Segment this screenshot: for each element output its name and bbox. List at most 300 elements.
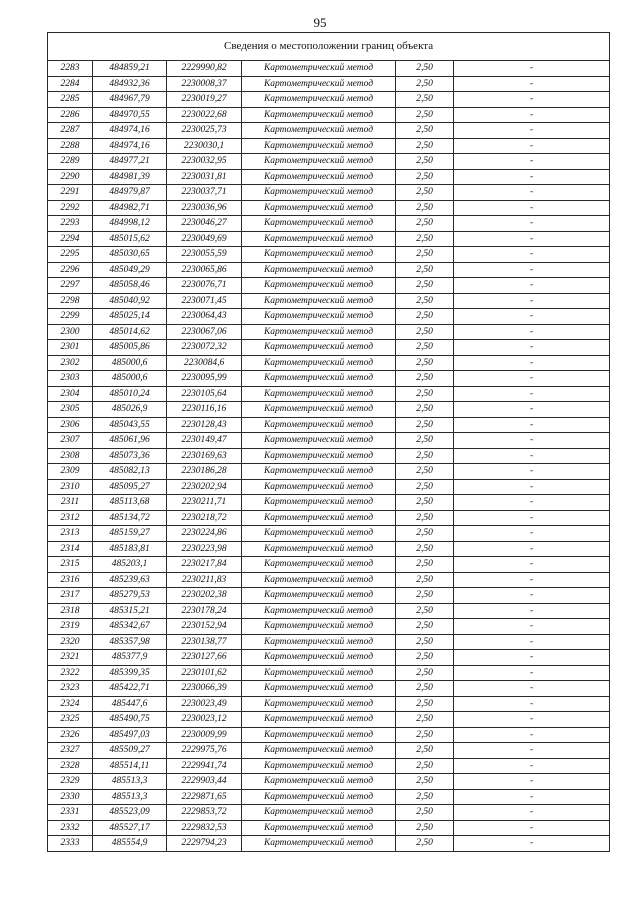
- point-number-cell: 2333: [48, 836, 93, 852]
- precision-cell: 2,50: [396, 479, 454, 495]
- point-number-cell: 2324: [48, 696, 93, 712]
- point-number-cell: 2293: [48, 216, 93, 232]
- x-coordinate-cell: 485049,29: [93, 262, 167, 278]
- method-cell: Картометрический метод: [242, 324, 396, 340]
- table-row: [48, 371, 610, 387]
- precision-cell: 2,50: [396, 572, 454, 588]
- table-row: [48, 293, 610, 309]
- y-coordinate-cell: 2230218,72: [167, 510, 242, 526]
- description-cell: -: [454, 138, 610, 154]
- x-coordinate-cell: 485357,98: [93, 634, 167, 650]
- point-number-cell: 2292: [48, 200, 93, 216]
- y-coordinate-cell: 2230223,98: [167, 541, 242, 557]
- point-number-cell: 2312: [48, 510, 93, 526]
- y-coordinate-cell: 2230149,47: [167, 433, 242, 449]
- point-number-cell: 2294: [48, 231, 93, 247]
- table-row: [48, 836, 610, 852]
- description-cell: -: [454, 526, 610, 542]
- point-number-cell: 2326: [48, 727, 93, 743]
- description-cell: -: [454, 247, 610, 263]
- table-row: [48, 402, 610, 418]
- table-row: [48, 479, 610, 495]
- table-row: [48, 526, 610, 542]
- x-coordinate-cell: 484974,16: [93, 123, 167, 139]
- point-number-cell: 2306: [48, 417, 93, 433]
- method-cell: Картометрический метод: [242, 262, 396, 278]
- precision-cell: 2,50: [396, 758, 454, 774]
- point-number-cell: 2296: [48, 262, 93, 278]
- y-coordinate-cell: 2230202,38: [167, 588, 242, 604]
- y-coordinate-cell: 2230046,27: [167, 216, 242, 232]
- table-row: [48, 464, 610, 480]
- precision-cell: 2,50: [396, 712, 454, 728]
- description-cell: -: [454, 634, 610, 650]
- table-row: [48, 154, 610, 170]
- method-cell: Картометрический метод: [242, 557, 396, 573]
- y-coordinate-cell: 2230202,94: [167, 479, 242, 495]
- table-row: [48, 712, 610, 728]
- description-cell: -: [454, 510, 610, 526]
- description-cell: -: [454, 650, 610, 666]
- y-coordinate-cell: 2230008,37: [167, 76, 242, 92]
- point-number-cell: 2291: [48, 185, 93, 201]
- precision-cell: 2,50: [396, 92, 454, 108]
- x-coordinate-cell: 485113,68: [93, 495, 167, 511]
- table-row: [48, 805, 610, 821]
- precision-cell: 2,50: [396, 278, 454, 294]
- point-number-cell: 2304: [48, 386, 93, 402]
- description-cell: -: [454, 665, 610, 681]
- precision-cell: 2,50: [396, 696, 454, 712]
- table-row: [48, 340, 610, 356]
- method-cell: Картометрический метод: [242, 340, 396, 356]
- y-coordinate-cell: 2230105,64: [167, 386, 242, 402]
- table-row: [48, 696, 610, 712]
- table-row: [48, 634, 610, 650]
- y-coordinate-cell: 2230019,27: [167, 92, 242, 108]
- method-cell: Картометрический метод: [242, 293, 396, 309]
- point-number-cell: 2300: [48, 324, 93, 340]
- description-cell: -: [454, 278, 610, 294]
- table-row: [48, 758, 610, 774]
- point-number-cell: 2299: [48, 309, 93, 325]
- point-number-cell: 2310: [48, 479, 93, 495]
- y-coordinate-cell: 2230067,06: [167, 324, 242, 340]
- precision-cell: 2,50: [396, 324, 454, 340]
- point-number-cell: 2318: [48, 603, 93, 619]
- x-coordinate-cell: 485005,86: [93, 340, 167, 356]
- x-coordinate-cell: 485010,24: [93, 386, 167, 402]
- point-number-cell: 2315: [48, 557, 93, 573]
- page-number: 95: [313, 15, 327, 30]
- description-cell: -: [454, 123, 610, 139]
- precision-cell: 2,50: [396, 820, 454, 836]
- point-number-cell: 2330: [48, 789, 93, 805]
- precision-cell: 2,50: [396, 371, 454, 387]
- description-cell: -: [454, 371, 610, 387]
- table-row: [48, 789, 610, 805]
- point-number-cell: 2323: [48, 681, 93, 697]
- description-cell: -: [454, 386, 610, 402]
- y-coordinate-cell: 2230127,66: [167, 650, 242, 666]
- point-number-cell: 2308: [48, 448, 93, 464]
- description-cell: -: [454, 402, 610, 418]
- method-cell: Картометрический метод: [242, 169, 396, 185]
- point-number-cell: 2322: [48, 665, 93, 681]
- table-row: [48, 727, 610, 743]
- table-row: [48, 665, 610, 681]
- method-cell: Картометрический метод: [242, 712, 396, 728]
- x-coordinate-cell: 485315,21: [93, 603, 167, 619]
- description-cell: -: [454, 340, 610, 356]
- point-number-cell: 2301: [48, 340, 93, 356]
- point-number-cell: 2284: [48, 76, 93, 92]
- x-coordinate-cell: 484981,39: [93, 169, 167, 185]
- method-cell: Картометрический метод: [242, 386, 396, 402]
- y-coordinate-cell: 2230072,32: [167, 340, 242, 356]
- table-body: [48, 61, 610, 852]
- point-number-cell: 2320: [48, 634, 93, 650]
- precision-cell: 2,50: [396, 402, 454, 418]
- method-cell: Картометрический метод: [242, 479, 396, 495]
- point-number-cell: 2328: [48, 758, 93, 774]
- y-coordinate-cell: 2230030,1: [167, 138, 242, 154]
- y-coordinate-cell: 2229903,44: [167, 774, 242, 790]
- precision-cell: 2,50: [396, 76, 454, 92]
- description-cell: -: [454, 588, 610, 604]
- table-row: [48, 92, 610, 108]
- table-row: [48, 572, 610, 588]
- x-coordinate-cell: 485058,46: [93, 278, 167, 294]
- precision-cell: 2,50: [396, 216, 454, 232]
- description-cell: -: [454, 836, 610, 852]
- precision-cell: 2,50: [396, 541, 454, 557]
- method-cell: Картометрический метод: [242, 231, 396, 247]
- precision-cell: 2,50: [396, 743, 454, 759]
- precision-cell: 2,50: [396, 774, 454, 790]
- description-cell: -: [454, 557, 610, 573]
- precision-cell: 2,50: [396, 510, 454, 526]
- method-cell: Картометрический метод: [242, 402, 396, 418]
- description-cell: -: [454, 231, 610, 247]
- x-coordinate-cell: 484982,71: [93, 200, 167, 216]
- method-cell: Картометрический метод: [242, 464, 396, 480]
- y-coordinate-cell: 2230095,99: [167, 371, 242, 387]
- precision-cell: 2,50: [396, 619, 454, 635]
- precision-cell: 2,50: [396, 448, 454, 464]
- method-cell: Картометрический метод: [242, 805, 396, 821]
- method-cell: Картометрический метод: [242, 820, 396, 836]
- description-cell: -: [454, 262, 610, 278]
- description-cell: -: [454, 696, 610, 712]
- method-cell: Картометрический метод: [242, 789, 396, 805]
- y-coordinate-cell: 2230036,96: [167, 200, 242, 216]
- description-cell: -: [454, 727, 610, 743]
- table-row: [48, 107, 610, 123]
- point-number-cell: 2332: [48, 820, 93, 836]
- description-cell: -: [454, 603, 610, 619]
- table-row: [48, 510, 610, 526]
- y-coordinate-cell: 2230022,68: [167, 107, 242, 123]
- description-cell: -: [454, 789, 610, 805]
- description-cell: -: [454, 433, 610, 449]
- x-coordinate-cell: 485203,1: [93, 557, 167, 573]
- x-coordinate-cell: 485513,3: [93, 774, 167, 790]
- x-coordinate-cell: 485043,55: [93, 417, 167, 433]
- point-number-cell: 2313: [48, 526, 93, 542]
- x-coordinate-cell: 485000,6: [93, 355, 167, 371]
- description-cell: -: [454, 309, 610, 325]
- method-cell: Картометрический метод: [242, 278, 396, 294]
- method-cell: Картометрический метод: [242, 417, 396, 433]
- description-cell: -: [454, 464, 610, 480]
- table-row: [48, 820, 610, 836]
- boundary-coordinates-table: [47, 32, 610, 852]
- point-number-cell: 2297: [48, 278, 93, 294]
- description-cell: -: [454, 324, 610, 340]
- x-coordinate-cell: 485447,6: [93, 696, 167, 712]
- y-coordinate-cell: 2229794,23: [167, 836, 242, 852]
- point-number-cell: 2316: [48, 572, 93, 588]
- description-cell: -: [454, 185, 610, 201]
- description-cell: -: [454, 355, 610, 371]
- y-coordinate-cell: 2230217,84: [167, 557, 242, 573]
- x-coordinate-cell: 485377,9: [93, 650, 167, 666]
- x-coordinate-cell: 485490,75: [93, 712, 167, 728]
- description-cell: -: [454, 76, 610, 92]
- description-cell: -: [454, 758, 610, 774]
- x-coordinate-cell: 485527,17: [93, 820, 167, 836]
- method-cell: Картометрический метод: [242, 355, 396, 371]
- method-cell: Картометрический метод: [242, 758, 396, 774]
- point-number-cell: 2289: [48, 154, 93, 170]
- y-coordinate-cell: 2229871,65: [167, 789, 242, 805]
- y-coordinate-cell: 2230025,73: [167, 123, 242, 139]
- precision-cell: 2,50: [396, 789, 454, 805]
- table-row: [48, 743, 610, 759]
- table-row: [48, 603, 610, 619]
- y-coordinate-cell: 2229853,72: [167, 805, 242, 821]
- method-cell: Картометрический метод: [242, 495, 396, 511]
- precision-cell: 2,50: [396, 588, 454, 604]
- table-row: [48, 355, 610, 371]
- description-cell: -: [454, 417, 610, 433]
- point-number-cell: 2298: [48, 293, 93, 309]
- method-cell: Картометрический метод: [242, 200, 396, 216]
- point-number-cell: 2286: [48, 107, 93, 123]
- table-row: [48, 541, 610, 557]
- point-number-cell: 2329: [48, 774, 93, 790]
- y-coordinate-cell: 2230186,28: [167, 464, 242, 480]
- method-cell: Картометрический метод: [242, 510, 396, 526]
- x-coordinate-cell: 485514,11: [93, 758, 167, 774]
- point-number-cell: 2331: [48, 805, 93, 821]
- precision-cell: 2,50: [396, 634, 454, 650]
- table-row: [48, 61, 610, 77]
- description-cell: -: [454, 541, 610, 557]
- method-cell: Картометрический метод: [242, 541, 396, 557]
- point-number-cell: 2285: [48, 92, 93, 108]
- description-cell: -: [454, 712, 610, 728]
- x-coordinate-cell: 485159,27: [93, 526, 167, 542]
- precision-cell: 2,50: [396, 836, 454, 852]
- precision-cell: 2,50: [396, 123, 454, 139]
- description-cell: -: [454, 169, 610, 185]
- table-row: [48, 200, 610, 216]
- method-cell: Картометрический метод: [242, 650, 396, 666]
- precision-cell: 2,50: [396, 138, 454, 154]
- point-number-cell: 2287: [48, 123, 93, 139]
- point-number-cell: 2309: [48, 464, 93, 480]
- description-cell: -: [454, 774, 610, 790]
- precision-cell: 2,50: [396, 169, 454, 185]
- point-number-cell: 2319: [48, 619, 93, 635]
- x-coordinate-cell: 485061,96: [93, 433, 167, 449]
- y-coordinate-cell: 2230211,71: [167, 495, 242, 511]
- y-coordinate-cell: 2230211,83: [167, 572, 242, 588]
- method-cell: Картометрический метод: [242, 588, 396, 604]
- y-coordinate-cell: 2230065,86: [167, 262, 242, 278]
- x-coordinate-cell: 484859,21: [93, 61, 167, 77]
- y-coordinate-cell: 2229832,53: [167, 820, 242, 836]
- x-coordinate-cell: 485026,9: [93, 402, 167, 418]
- x-coordinate-cell: 485082,13: [93, 464, 167, 480]
- y-coordinate-cell: 2230076,71: [167, 278, 242, 294]
- point-number-cell: 2311: [48, 495, 93, 511]
- y-coordinate-cell: 2230071,45: [167, 293, 242, 309]
- table-row: [48, 138, 610, 154]
- y-coordinate-cell: 2230055,59: [167, 247, 242, 263]
- y-coordinate-cell: 2230023,12: [167, 712, 242, 728]
- y-coordinate-cell: 2230224,86: [167, 526, 242, 542]
- y-coordinate-cell: 2229975,76: [167, 743, 242, 759]
- y-coordinate-cell: 2230084,6: [167, 355, 242, 371]
- method-cell: Картометрический метод: [242, 727, 396, 743]
- table-row: [48, 433, 610, 449]
- point-number-cell: 2327: [48, 743, 93, 759]
- x-coordinate-cell: 485134,72: [93, 510, 167, 526]
- description-cell: -: [454, 92, 610, 108]
- precision-cell: 2,50: [396, 433, 454, 449]
- y-coordinate-cell: 2230169,63: [167, 448, 242, 464]
- precision-cell: 2,50: [396, 154, 454, 170]
- method-cell: Картометрический метод: [242, 309, 396, 325]
- precision-cell: 2,50: [396, 309, 454, 325]
- table-row: [48, 76, 610, 92]
- precision-cell: 2,50: [396, 107, 454, 123]
- x-coordinate-cell: 485422,71: [93, 681, 167, 697]
- x-coordinate-cell: 485497,03: [93, 727, 167, 743]
- point-number-cell: 2321: [48, 650, 93, 666]
- y-coordinate-cell: 2230031,81: [167, 169, 242, 185]
- table-row: [48, 495, 610, 511]
- precision-cell: 2,50: [396, 247, 454, 263]
- x-coordinate-cell: 485509,27: [93, 743, 167, 759]
- description-cell: -: [454, 572, 610, 588]
- x-coordinate-cell: 484967,79: [93, 92, 167, 108]
- x-coordinate-cell: 485014,62: [93, 324, 167, 340]
- method-cell: Картометрический метод: [242, 92, 396, 108]
- method-cell: Картометрический метод: [242, 154, 396, 170]
- x-coordinate-cell: 485183,81: [93, 541, 167, 557]
- precision-cell: 2,50: [396, 293, 454, 309]
- method-cell: Картометрический метод: [242, 634, 396, 650]
- y-coordinate-cell: 2230049,69: [167, 231, 242, 247]
- precision-cell: 2,50: [396, 603, 454, 619]
- description-cell: -: [454, 479, 610, 495]
- table-row: [48, 185, 610, 201]
- point-number-cell: 2295: [48, 247, 93, 263]
- method-cell: Картометрический метод: [242, 247, 396, 263]
- precision-cell: 2,50: [396, 340, 454, 356]
- precision-cell: 2,50: [396, 262, 454, 278]
- table-row: [48, 774, 610, 790]
- method-cell: Картометрический метод: [242, 743, 396, 759]
- table-row: [48, 309, 610, 325]
- precision-cell: 2,50: [396, 185, 454, 201]
- table-row: [48, 681, 610, 697]
- x-coordinate-cell: 484974,16: [93, 138, 167, 154]
- method-cell: Картометрический метод: [242, 76, 396, 92]
- y-coordinate-cell: 2230023,49: [167, 696, 242, 712]
- y-coordinate-cell: 2230116,16: [167, 402, 242, 418]
- y-coordinate-cell: 2230128,43: [167, 417, 242, 433]
- description-cell: -: [454, 216, 610, 232]
- method-cell: Картометрический метод: [242, 61, 396, 77]
- description-cell: -: [454, 293, 610, 309]
- x-coordinate-cell: 484977,21: [93, 154, 167, 170]
- table-row: [48, 169, 610, 185]
- method-cell: Картометрический метод: [242, 123, 396, 139]
- precision-cell: 2,50: [396, 665, 454, 681]
- table-row: [48, 324, 610, 340]
- description-cell: -: [454, 200, 610, 216]
- table-row: [48, 386, 610, 402]
- x-coordinate-cell: 485040,92: [93, 293, 167, 309]
- precision-cell: 2,50: [396, 805, 454, 821]
- x-coordinate-cell: 485399,35: [93, 665, 167, 681]
- precision-cell: 2,50: [396, 464, 454, 480]
- point-number-cell: 2305: [48, 402, 93, 418]
- precision-cell: 2,50: [396, 727, 454, 743]
- x-coordinate-cell: 484979,87: [93, 185, 167, 201]
- precision-cell: 2,50: [396, 231, 454, 247]
- x-coordinate-cell: 485015,62: [93, 231, 167, 247]
- table-row: [48, 278, 610, 294]
- table-row: [48, 619, 610, 635]
- description-cell: -: [454, 61, 610, 77]
- precision-cell: 2,50: [396, 681, 454, 697]
- description-cell: -: [454, 448, 610, 464]
- description-cell: -: [454, 805, 610, 821]
- table-row: [48, 123, 610, 139]
- table-row: [48, 417, 610, 433]
- description-cell: -: [454, 154, 610, 170]
- method-cell: Картометрический метод: [242, 216, 396, 232]
- x-coordinate-cell: 485073,36: [93, 448, 167, 464]
- method-cell: Картометрический метод: [242, 665, 396, 681]
- precision-cell: 2,50: [396, 200, 454, 216]
- precision-cell: 2,50: [396, 557, 454, 573]
- table-row: [48, 448, 610, 464]
- table-row: [48, 247, 610, 263]
- method-cell: Картометрический метод: [242, 696, 396, 712]
- table-title-row: [48, 33, 610, 61]
- point-number-cell: 2302: [48, 355, 93, 371]
- method-cell: Картометрический метод: [242, 836, 396, 852]
- precision-cell: 2,50: [396, 355, 454, 371]
- x-coordinate-cell: 484970,55: [93, 107, 167, 123]
